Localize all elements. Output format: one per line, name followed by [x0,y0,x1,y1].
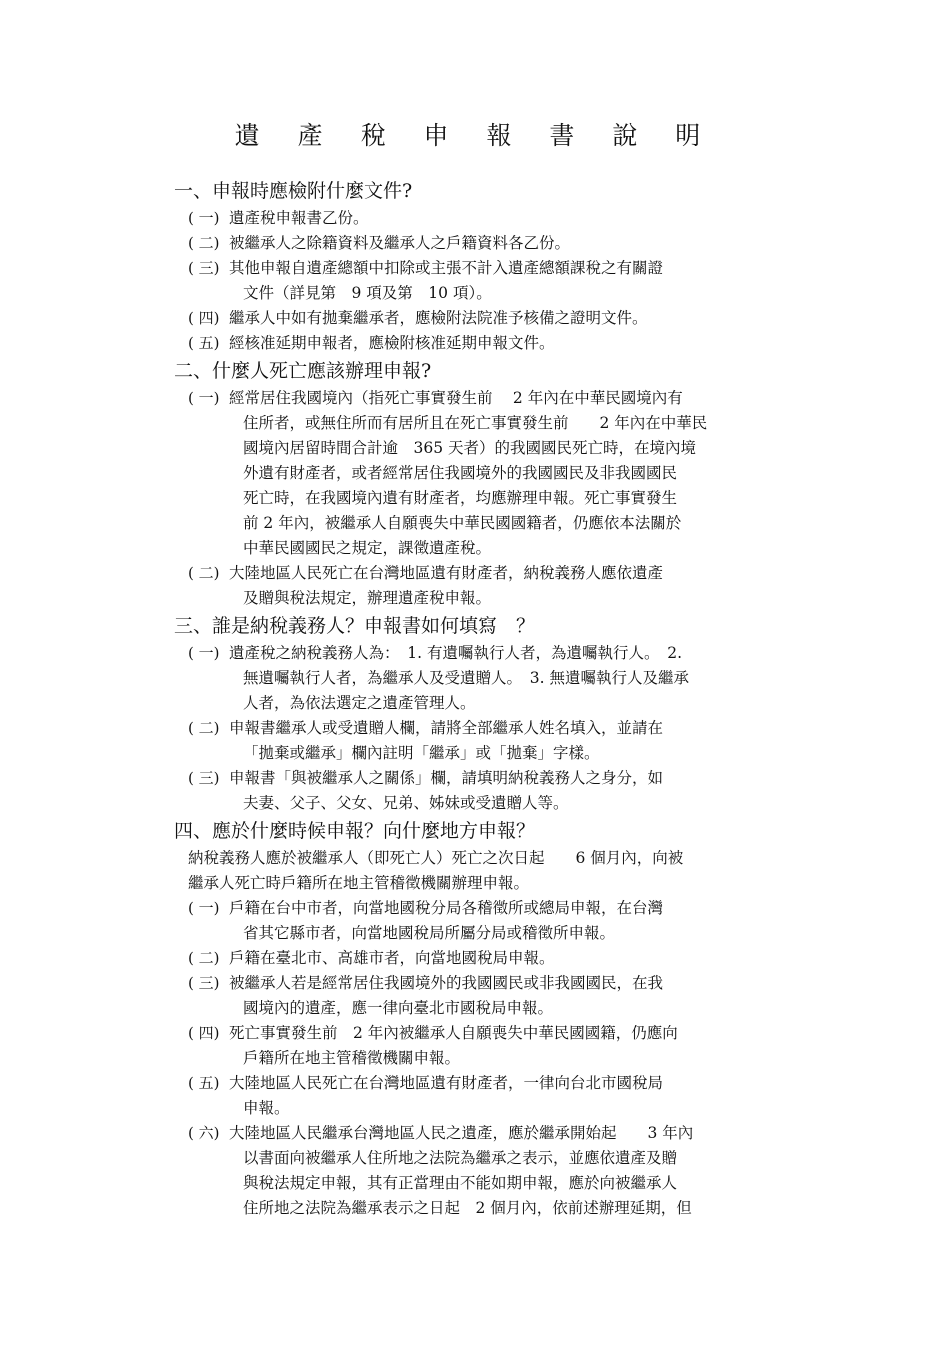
section-heading: 一、申報時應檢附什麼文件? [174,180,413,202]
item-line: 國境內居留時間合計逾 365 天者）的我國國民死亡時，在境內境 [243,439,697,457]
item-number: ( 二) [188,719,220,737]
item-line: 夫妻、父子、父女、兄弟、姊妹或受遺贈人等。 [243,794,569,812]
item-line: 經核准延期申報者，應檢附核准延期申報文件。 [229,334,555,352]
item-line: 無遺囑執行人者，為繼承人及受遺贈人。 3. 無遺囑執行人及繼承 [243,669,689,687]
item-number: ( 六) [188,1124,220,1142]
paragraph-line: 納稅義務人應於被繼承人（即死亡人）死亡之次日起 6 個月內，向被 [188,849,684,867]
item-line: 死亡事實發生前 2 年內被繼承人自願喪失中華民國國籍，仍應向 [229,1024,678,1042]
item-line: 前 2 年內，被繼承人自願喪失中華民國國籍者，仍應依本法關於 [243,514,682,532]
item-line: 以書面向被繼承人住所地之法院為繼承之表示，並應依遺產及贈 [243,1149,678,1167]
item-line: 被繼承人之除籍資料及繼承人之戶籍資料各乙份。 [229,234,571,252]
item-line: 中華民國國民之規定，課徵遺產稅。 [243,539,492,557]
item-line: 住所地之法院為繼承表示之日起 2 個月內，依前述辦理延期，但 [243,1199,692,1217]
item-number: ( 四) [188,309,220,327]
item-line: 「拋棄或繼承」欄內註明「繼承」或「拋棄」字樣。 [243,744,600,762]
list-item [188,231,774,256]
list-item [188,206,774,231]
list-item [188,386,774,561]
list-item [188,331,774,356]
item-number: ( 二) [188,949,220,967]
item-number: ( 一) [188,899,220,917]
item-number: ( 四) [188,1024,220,1042]
list-item [188,641,774,716]
section-3 [174,611,774,816]
item-line: 申報。 [243,1099,290,1117]
item-line: 經常居住我國境內（指死亡事實發生前 2 年內在中華民國境內有 [229,389,683,407]
list-item [188,946,774,971]
list-item [188,1021,774,1071]
item-line: 遺產稅申報書乙份。 [229,209,369,227]
section-2 [174,356,774,611]
item-number: ( 一) [188,644,220,662]
list-item [188,1121,774,1221]
list-item [188,971,774,1021]
item-number: ( 三) [188,974,220,992]
item-line: 其他申報自遺產總額中扣除或主張不計入遺產總額課稅之有關證 [229,259,664,277]
item-number: ( 一) [188,389,220,407]
item-line: 外遺有財產者，或者經常居住我國境外的我國國民及非我國國民 [243,464,678,482]
list-item [188,306,774,331]
item-line: 死亡時，在我國境內遺有財產者，均應辦理申報。死亡事實發生 [243,489,678,507]
section-1 [174,176,774,356]
item-number: ( 一) [188,209,220,227]
item-line: 戶籍在台中市者，向當地國稅分局各稽徵所或總局申報，在台灣 [229,899,664,917]
list-item [188,256,774,306]
item-number: ( 五) [188,1074,220,1092]
item-line: 及贈與稅法規定，辦理遺產稅申報。 [243,589,492,607]
item-line: 國境內的遺產，應一律向臺北市國稅局申報。 [243,999,554,1017]
item-number: ( 五) [188,334,220,352]
list-item [188,896,774,946]
document-title: 遺 產 稅 申 報 書 說 明 [234,121,716,150]
item-line: 繼承人中如有拋棄繼承者，應檢附法院准予核備之證明文件。 [229,309,648,327]
item-line: 大陸地區人民繼承台灣地區人民之遺產，應於繼承開始起 3 年內 [229,1124,694,1142]
list-item [188,716,774,766]
item-line: 住所者，或無住所而有居所且在死亡事實發生前 2 年內在中華民 [243,414,708,432]
list-item [188,561,774,611]
paragraph-line: 繼承人死亡時戶籍所在地主管稽徵機關辦理申報。 [188,874,530,892]
section-4 [174,816,774,1221]
list-item [188,1071,774,1121]
item-line: 大陸地區人民死亡在台灣地區遺有財產者，納稅義務人應依遺產 [229,564,664,582]
section-heading: 四、應於什麼時候申報？向什麼地方申報？ [174,820,536,842]
item-number: ( 三) [188,769,220,787]
section-paragraph [174,846,774,896]
item-line: 省其它縣市者，向當地國稅局所屬分局或稽徵所申報。 [243,924,616,942]
item-line: 被繼承人若是經常居住我國境外的我國國民或非我國國民，在我 [229,974,664,992]
document-body [174,176,774,1221]
item-line: 與稅法規定申報，其有正當理由不能如期申報，應於向被繼承人 [243,1174,678,1192]
item-line: 遺產稅之納稅義務人為： 1. 有遺囑執行人者，為遺囑執行人。 2. [229,644,683,662]
section-heading: 二、什麼人死亡應該辦理申報? [174,360,432,382]
item-line: 申報書「與被繼承人之關係」欄，請填明納稅義務人之身分，如 [229,769,664,787]
item-line: 文件（詳見第 9 項及第 10 項）。 [243,284,492,302]
section-heading: 三、誰是納稅義務人？申報書如何填寫 ？ [174,615,536,637]
list-item [188,766,774,816]
item-line: 申報書繼承人或受遺贈人欄，請將全部繼承人姓名填入，並請在 [229,719,664,737]
item-line: 大陸地區人民死亡在台灣地區遺有財產者，一律向台北市國稅局 [229,1074,664,1092]
item-number: ( 二) [188,564,220,582]
item-line: 戶籍所在地主管稽徵機關申報。 [243,1049,461,1067]
item-number: ( 二) [188,234,220,252]
item-line: 戶籍在臺北市、高雄市者，向當地國稅局申報。 [229,949,555,967]
item-line: 人者，為依法選定之遺產管理人。 [243,694,476,712]
item-number: ( 三) [188,259,220,277]
